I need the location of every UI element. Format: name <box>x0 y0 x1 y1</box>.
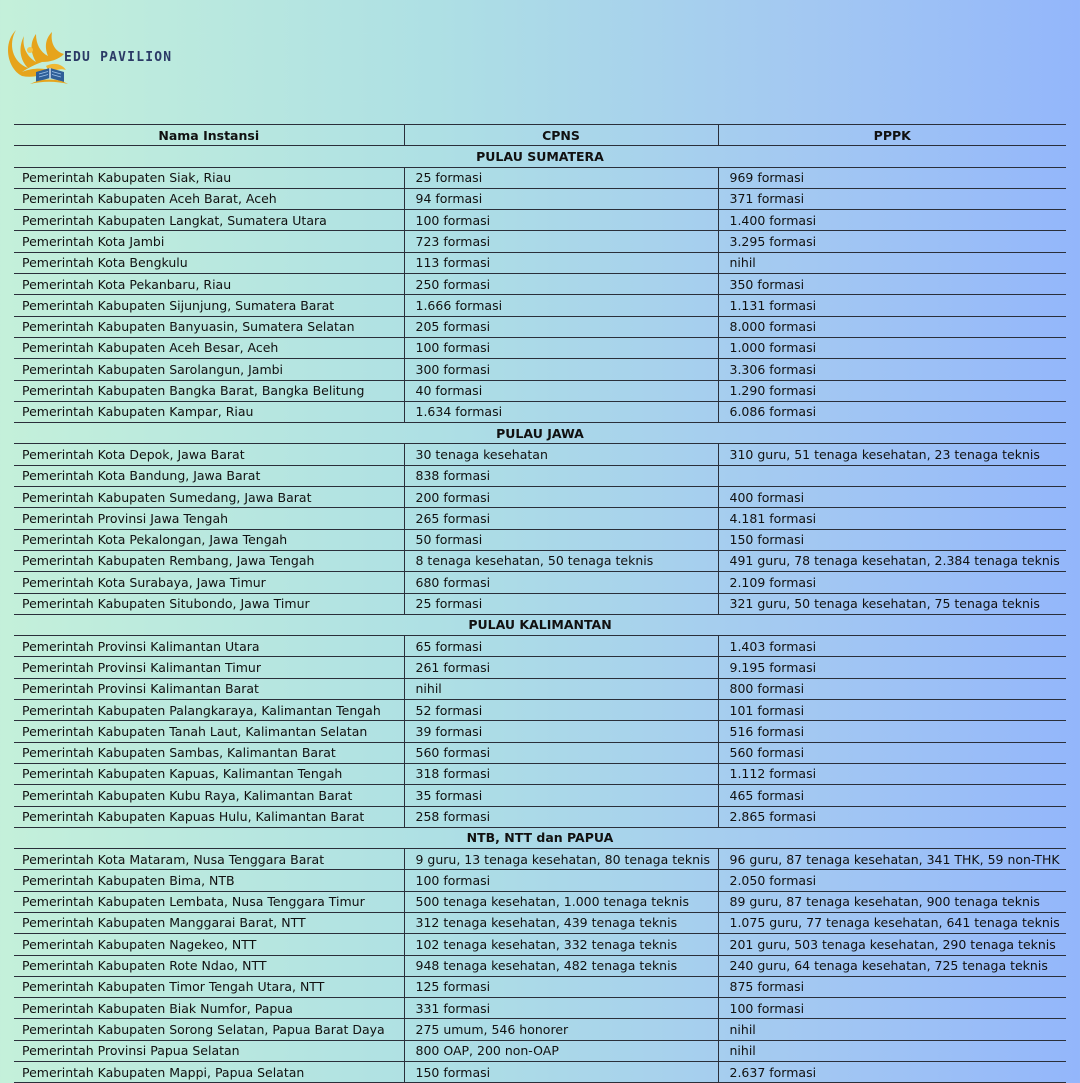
cell-cpns: 113 formasi <box>404 252 718 273</box>
table-row <box>14 849 1066 870</box>
cell-pppk: 100 formasi <box>718 998 1066 1019</box>
cell-pppk: 875 formasi <box>718 976 1066 997</box>
cell-nama-instansi: Pemerintah Kabupaten Aceh Besar, Aceh <box>14 337 404 358</box>
cell-cpns: 30 tenaga kesehatan <box>404 444 718 465</box>
table-row <box>14 465 1066 486</box>
cell-nama-instansi: Pemerintah Kabupaten Situbondo, Jawa Timur <box>14 593 404 614</box>
cell-cpns: 261 formasi <box>404 657 718 678</box>
table-row <box>14 998 1066 1019</box>
header-cpns: CPNS <box>404 125 718 146</box>
table-row <box>14 508 1066 529</box>
cell-cpns: 331 formasi <box>404 998 718 1019</box>
table-row <box>14 806 1066 827</box>
table-row <box>14 295 1066 316</box>
table-row <box>14 401 1066 422</box>
table-row <box>14 231 1066 252</box>
table-row <box>14 678 1066 699</box>
table-row <box>14 572 1066 593</box>
cell-nama-instansi: Pemerintah Kabupaten Rote Ndao, NTT <box>14 955 404 976</box>
formasi-table <box>14 124 1066 1083</box>
brand-logo <box>6 20 172 90</box>
table-row <box>14 870 1066 891</box>
cell-nama-instansi: Pemerintah Kota Bengkulu <box>14 252 404 273</box>
cell-cpns: 723 formasi <box>404 231 718 252</box>
table-row <box>14 1040 1066 1061</box>
cell-nama-instansi: Pemerintah Kabupaten Kampar, Riau <box>14 401 404 422</box>
cell-pppk: 8.000 formasi <box>718 316 1066 337</box>
cell-cpns: 838 formasi <box>404 465 718 486</box>
cell-cpns: 125 formasi <box>404 976 718 997</box>
cell-nama-instansi: Pemerintah Kota Bandung, Jawa Barat <box>14 465 404 486</box>
cell-nama-instansi: Pemerintah Provinsi Kalimantan Utara <box>14 636 404 657</box>
cell-cpns: 500 tenaga kesehatan, 1.000 tenaga teknis <box>404 891 718 912</box>
table-row <box>14 934 1066 955</box>
cell-nama-instansi: Pemerintah Kota Pekalongan, Jawa Tengah <box>14 529 404 550</box>
cell-nama-instansi: Pemerintah Kabupaten Sambas, Kalimantan Barat <box>14 742 404 763</box>
cell-pppk: 1.400 formasi <box>718 210 1066 231</box>
cell-cpns: 102 tenaga kesehatan, 332 tenaga teknis <box>404 934 718 955</box>
table-row <box>14 337 1066 358</box>
cell-pppk: 321 guru, 50 tenaga kesehatan, 75 tenaga teknis <box>718 593 1066 614</box>
cell-pppk: nihil <box>718 1019 1066 1040</box>
cell-nama-instansi: Pemerintah Kota Surabaya, Jawa Timur <box>14 572 404 593</box>
cell-pppk: 2.050 formasi <box>718 870 1066 891</box>
table-row <box>14 891 1066 912</box>
cell-nama-instansi: Pemerintah Kabupaten Kapuas Hulu, Kalimantan Barat <box>14 806 404 827</box>
cell-nama-instansi: Pemerintah Kabupaten Nagekeo, NTT <box>14 934 404 955</box>
cell-pppk: nihil <box>718 1040 1066 1061</box>
cell-cpns: 312 tenaga kesehatan, 439 tenaga teknis <box>404 912 718 933</box>
cell-cpns: nihil <box>404 678 718 699</box>
cell-cpns: 100 formasi <box>404 210 718 231</box>
cell-pppk: 969 formasi <box>718 167 1066 188</box>
cell-cpns: 200 formasi <box>404 487 718 508</box>
cell-pppk: 9.195 formasi <box>718 657 1066 678</box>
table-row <box>14 529 1066 550</box>
cell-nama-instansi: Pemerintah Provinsi Kalimantan Barat <box>14 678 404 699</box>
cell-nama-instansi: Pemerintah Kabupaten Sarolangun, Jambi <box>14 359 404 380</box>
cell-cpns: 948 tenaga kesehatan, 482 tenaga teknis <box>404 955 718 976</box>
cell-pppk: 96 guru, 87 tenaga kesehatan, 341 THK, 59 non-THK <box>718 849 1066 870</box>
cell-pppk: nihil <box>718 252 1066 273</box>
cell-nama-instansi: Pemerintah Kabupaten Aceh Barat, Aceh <box>14 188 404 209</box>
cell-cpns: 300 formasi <box>404 359 718 380</box>
table-row <box>14 721 1066 742</box>
section-row <box>14 423 1066 444</box>
section-title: PULAU KALIMANTAN <box>14 614 1066 635</box>
cell-pppk: 2.637 formasi <box>718 1062 1066 1083</box>
section-row <box>14 614 1066 635</box>
cell-pppk: 150 formasi <box>718 529 1066 550</box>
cell-pppk: 201 guru, 503 tenaga kesehatan, 290 tenaga teknis <box>718 934 1066 955</box>
cell-nama-instansi: Pemerintah Kabupaten Biak Numfor, Papua <box>14 998 404 1019</box>
cell-pppk: 240 guru, 64 tenaga kesehatan, 725 tenaga teknis <box>718 955 1066 976</box>
table-row <box>14 912 1066 933</box>
cell-pppk: 3.295 formasi <box>718 231 1066 252</box>
table-row <box>14 976 1066 997</box>
cell-cpns: 205 formasi <box>404 316 718 337</box>
table-row <box>14 785 1066 806</box>
brand-name: EDU PAVILION <box>64 49 173 65</box>
header-pppk: PPPK <box>718 125 1066 146</box>
cell-nama-instansi: Pemerintah Kota Depok, Jawa Barat <box>14 444 404 465</box>
table-row <box>14 380 1066 401</box>
cell-cpns: 52 formasi <box>404 700 718 721</box>
section-title: NTB, NTT dan PAPUA <box>14 827 1066 848</box>
cell-pppk: 371 formasi <box>718 188 1066 209</box>
cell-cpns: 65 formasi <box>404 636 718 657</box>
table-row <box>14 188 1066 209</box>
cell-pppk: 1.403 formasi <box>718 636 1066 657</box>
cell-cpns: 100 formasi <box>404 337 718 358</box>
cell-nama-instansi: Pemerintah Kabupaten Kubu Raya, Kalimantan Barat <box>14 785 404 806</box>
cell-pppk: 2.865 formasi <box>718 806 1066 827</box>
cell-nama-instansi: Pemerintah Kota Pekanbaru, Riau <box>14 274 404 295</box>
cell-pppk: 1.112 formasi <box>718 763 1066 784</box>
cell-nama-instansi: Pemerintah Kabupaten Sijunjung, Sumatera Barat <box>14 295 404 316</box>
cell-pppk: 89 guru, 87 tenaga kesehatan, 900 tenaga teknis <box>718 891 1066 912</box>
cell-cpns: 1.666 formasi <box>404 295 718 316</box>
section-title: PULAU SUMATERA <box>14 146 1066 167</box>
cell-pppk: 310 guru, 51 tenaga kesehatan, 23 tenaga teknis <box>718 444 1066 465</box>
cell-pppk: 3.306 formasi <box>718 359 1066 380</box>
cell-nama-instansi: Pemerintah Kota Mataram, Nusa Tenggara Barat <box>14 849 404 870</box>
cell-cpns: 275 umum, 546 honorer <box>404 1019 718 1040</box>
table-row <box>14 210 1066 231</box>
cell-cpns: 25 formasi <box>404 593 718 614</box>
cell-cpns: 35 formasi <box>404 785 718 806</box>
cell-pppk: 1.290 formasi <box>718 380 1066 401</box>
cell-pppk: 465 formasi <box>718 785 1066 806</box>
table-row <box>14 444 1066 465</box>
cell-nama-instansi: Pemerintah Kabupaten Timor Tengah Utara, NTT <box>14 976 404 997</box>
cell-cpns: 318 formasi <box>404 763 718 784</box>
cell-cpns: 39 formasi <box>404 721 718 742</box>
cell-pppk: 800 formasi <box>718 678 1066 699</box>
cell-nama-instansi: Pemerintah Kabupaten Bima, NTB <box>14 870 404 891</box>
cell-nama-instansi: Pemerintah Kabupaten Mappi, Papua Selatan <box>14 1062 404 1083</box>
table-row <box>14 252 1066 273</box>
cell-pppk: 6.086 formasi <box>718 401 1066 422</box>
table-row <box>14 167 1066 188</box>
table-body <box>14 146 1066 1083</box>
cell-pppk: 491 guru, 78 tenaga kesehatan, 2.384 tenaga teknis <box>718 550 1066 571</box>
cell-cpns: 94 formasi <box>404 188 718 209</box>
header-nama-instansi: Nama Instansi <box>14 125 404 146</box>
cell-cpns: 9 guru, 13 tenaga kesehatan, 80 tenaga teknis <box>404 849 718 870</box>
cell-cpns: 800 OAP, 200 non-OAP <box>404 1040 718 1061</box>
cell-pppk: 1.075 guru, 77 tenaga kesehatan, 641 tenaga teknis <box>718 912 1066 933</box>
table-row <box>14 359 1066 380</box>
cell-nama-instansi: Pemerintah Kabupaten Palangkaraya, Kalimantan Tengah <box>14 700 404 721</box>
cell-cpns: 560 formasi <box>404 742 718 763</box>
cell-nama-instansi: Pemerintah Provinsi Kalimantan Timur <box>14 657 404 678</box>
table-row <box>14 700 1066 721</box>
cell-cpns: 40 formasi <box>404 380 718 401</box>
cell-cpns: 150 formasi <box>404 1062 718 1083</box>
cell-cpns: 8 tenaga kesehatan, 50 tenaga teknis <box>404 550 718 571</box>
section-row <box>14 827 1066 848</box>
table-row <box>14 316 1066 337</box>
cell-cpns: 100 formasi <box>404 870 718 891</box>
cell-cpns: 25 formasi <box>404 167 718 188</box>
cell-pppk: 1.131 formasi <box>718 295 1066 316</box>
cell-nama-instansi: Pemerintah Kabupaten Rembang, Jawa Tengah <box>14 550 404 571</box>
section-title: PULAU JAWA <box>14 423 1066 444</box>
cell-pppk: 400 formasi <box>718 487 1066 508</box>
cell-pppk: 4.181 formasi <box>718 508 1066 529</box>
table-row <box>14 763 1066 784</box>
cell-pppk: 101 formasi <box>718 700 1066 721</box>
cell-cpns: 250 formasi <box>404 274 718 295</box>
cell-nama-instansi: Pemerintah Kabupaten Lembata, Nusa Tenggara Timur <box>14 891 404 912</box>
header-row <box>14 125 1066 146</box>
cell-cpns: 1.634 formasi <box>404 401 718 422</box>
cell-nama-instansi: Pemerintah Kabupaten Kapuas, Kalimantan Tengah <box>14 763 404 784</box>
cell-nama-instansi: Pemerintah Provinsi Papua Selatan <box>14 1040 404 1061</box>
cell-nama-instansi: Pemerintah Kabupaten Bangka Barat, Bangka Belitung <box>14 380 404 401</box>
cell-pppk: 560 formasi <box>718 742 1066 763</box>
table-row <box>14 487 1066 508</box>
phoenix-book-icon <box>6 22 70 88</box>
table-row <box>14 657 1066 678</box>
table-row <box>14 550 1066 571</box>
cell-cpns: 265 formasi <box>404 508 718 529</box>
cell-nama-instansi: Pemerintah Kabupaten Sumedang, Jawa Barat <box>14 487 404 508</box>
cell-pppk: 350 formasi <box>718 274 1066 295</box>
table-row <box>14 593 1066 614</box>
cell-nama-instansi: Pemerintah Kabupaten Tanah Laut, Kalimantan Selatan <box>14 721 404 742</box>
table-row <box>14 742 1066 763</box>
cell-nama-instansi: Pemerintah Kabupaten Siak, Riau <box>14 167 404 188</box>
cell-cpns: 680 formasi <box>404 572 718 593</box>
table-row <box>14 636 1066 657</box>
cell-cpns: 258 formasi <box>404 806 718 827</box>
table-row <box>14 955 1066 976</box>
table-row <box>14 274 1066 295</box>
section-row <box>14 146 1066 167</box>
table-row <box>14 1019 1066 1040</box>
cell-nama-instansi: Pemerintah Kabupaten Banyuasin, Sumatera Selatan <box>14 316 404 337</box>
cell-pppk: 516 formasi <box>718 721 1066 742</box>
cell-cpns: 50 formasi <box>404 529 718 550</box>
table-header <box>14 125 1066 146</box>
cell-pppk <box>718 465 1066 486</box>
cell-pppk: 2.109 formasi <box>718 572 1066 593</box>
cell-pppk: 1.000 formasi <box>718 337 1066 358</box>
cell-nama-instansi: Pemerintah Provinsi Jawa Tengah <box>14 508 404 529</box>
cell-nama-instansi: Pemerintah Kabupaten Sorong Selatan, Papua Barat Daya <box>14 1019 404 1040</box>
cell-nama-instansi: Pemerintah Kabupaten Manggarai Barat, NTT <box>14 912 404 933</box>
cell-nama-instansi: Pemerintah Kota Jambi <box>14 231 404 252</box>
cell-nama-instansi: Pemerintah Kabupaten Langkat, Sumatera Utara <box>14 210 404 231</box>
